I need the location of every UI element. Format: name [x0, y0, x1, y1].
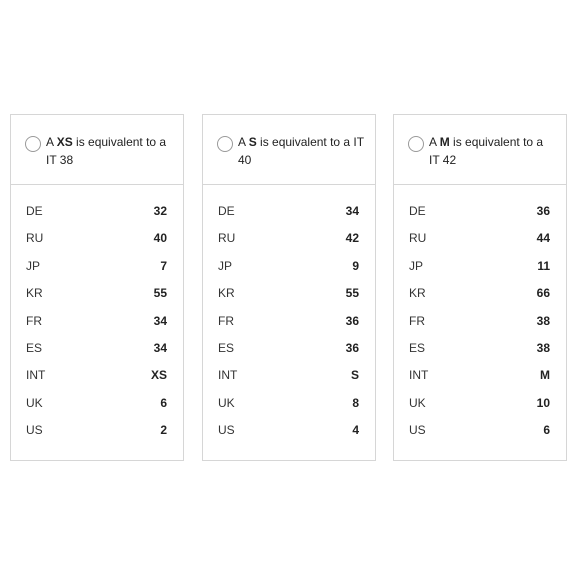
size-equivalence-text [46, 133, 173, 169]
size-radio-button[interactable] [408, 136, 424, 152]
size-equivalence-text [429, 133, 556, 169]
country-code: ES [26, 340, 43, 355]
conversion-row [11, 422, 183, 449]
country-code: FR [409, 313, 425, 328]
conversion-row [394, 422, 566, 449]
size-value: 36 [345, 313, 359, 328]
conversion-row [11, 203, 183, 230]
size-name: S [248, 135, 257, 149]
header-suffix: is equivalent to a IT 40 [238, 135, 364, 167]
country-code: JP [218, 258, 233, 273]
conversion-row [203, 258, 375, 285]
conversion-row [203, 395, 375, 422]
conversion-row [11, 230, 183, 257]
country-code: RU [409, 231, 427, 246]
conversion-row [203, 313, 375, 340]
country-code: US [218, 423, 235, 438]
size-value: 36 [345, 340, 359, 355]
country-code: US [26, 423, 43, 438]
size-card-s [202, 114, 376, 461]
size-value: 11 [537, 258, 550, 273]
conversion-row [11, 258, 183, 285]
country-code: INT [26, 368, 46, 383]
size-card-m [393, 114, 567, 461]
country-code: KR [218, 286, 235, 301]
header-prefix: A [429, 135, 440, 149]
country-code: DE [26, 204, 43, 218]
conversion-list [203, 203, 375, 450]
size-card-header[interactable] [203, 115, 375, 185]
conversion-row [203, 230, 375, 257]
conversion-row [394, 340, 566, 367]
size-value: 8 [352, 395, 359, 410]
country-code: UK [26, 395, 43, 410]
size-value: 4 [352, 423, 359, 438]
conversion-row [394, 230, 566, 257]
size-value: 34 [345, 204, 359, 218]
size-value: 42 [345, 231, 359, 246]
conversion-row [394, 258, 566, 285]
size-value: 6 [160, 395, 167, 410]
conversion-row [11, 395, 183, 422]
country-code: KR [26, 286, 43, 301]
country-code: JP [409, 258, 424, 273]
size-equivalence-text [238, 133, 365, 169]
size-value: 7 [160, 258, 167, 273]
country-code: INT [409, 368, 429, 383]
size-value: 32 [153, 204, 167, 218]
size-value: 38 [536, 313, 550, 328]
size-value: 6 [543, 423, 550, 438]
country-code: RU [218, 231, 236, 246]
size-value: 36 [536, 204, 550, 218]
header-suffix: is equivalent to a IT 38 [46, 135, 167, 167]
size-value: XS [150, 368, 167, 383]
header-prefix: A [46, 135, 57, 149]
conversion-row [394, 395, 566, 422]
conversion-row [394, 367, 566, 394]
country-code: FR [26, 313, 42, 328]
size-value: 34 [153, 313, 167, 328]
country-code: INT [218, 368, 238, 383]
conversion-row [11, 340, 183, 367]
country-code: JP [26, 258, 41, 273]
conversion-row [203, 340, 375, 367]
size-value: 34 [153, 340, 167, 355]
size-radio-button[interactable] [217, 136, 233, 152]
country-code: KR [409, 286, 426, 301]
country-code: RU [26, 231, 44, 246]
size-value: 10 [536, 395, 550, 410]
size-value: 40 [153, 231, 167, 246]
size-value: 55 [153, 286, 167, 301]
country-code: FR [218, 313, 234, 328]
conversion-row [11, 313, 183, 340]
size-value: 66 [536, 286, 550, 301]
size-card-xs [10, 114, 184, 461]
size-radio-button[interactable] [25, 136, 41, 152]
conversion-list [11, 203, 183, 450]
size-value: 9 [352, 258, 359, 273]
conversion-row [203, 203, 375, 230]
conversion-row [394, 203, 566, 230]
country-code: UK [409, 395, 426, 410]
size-name: M [439, 135, 450, 149]
conversion-row [203, 285, 375, 312]
conversion-row [394, 285, 566, 312]
country-code: DE [409, 204, 426, 218]
size-value: 44 [536, 231, 550, 246]
conversion-list [394, 203, 566, 450]
header-prefix: A [238, 135, 249, 149]
size-value: M [540, 368, 550, 383]
size-value: 55 [345, 286, 359, 301]
size-card-header[interactable] [394, 115, 566, 185]
size-value: 38 [536, 340, 550, 355]
country-code: UK [218, 395, 235, 410]
size-name: XS [56, 135, 73, 149]
size-card-header[interactable] [11, 115, 183, 185]
size-value: S [350, 368, 359, 383]
conversion-row [203, 422, 375, 449]
conversion-row [11, 367, 183, 394]
conversion-row [203, 367, 375, 394]
header-suffix: is equivalent to a IT 42 [429, 135, 544, 167]
country-code: US [409, 423, 426, 438]
conversion-row [11, 285, 183, 312]
country-code: ES [218, 340, 235, 355]
country-code: ES [409, 340, 426, 355]
conversion-row [394, 313, 566, 340]
country-code: DE [218, 204, 235, 218]
size-value: 2 [160, 423, 167, 438]
